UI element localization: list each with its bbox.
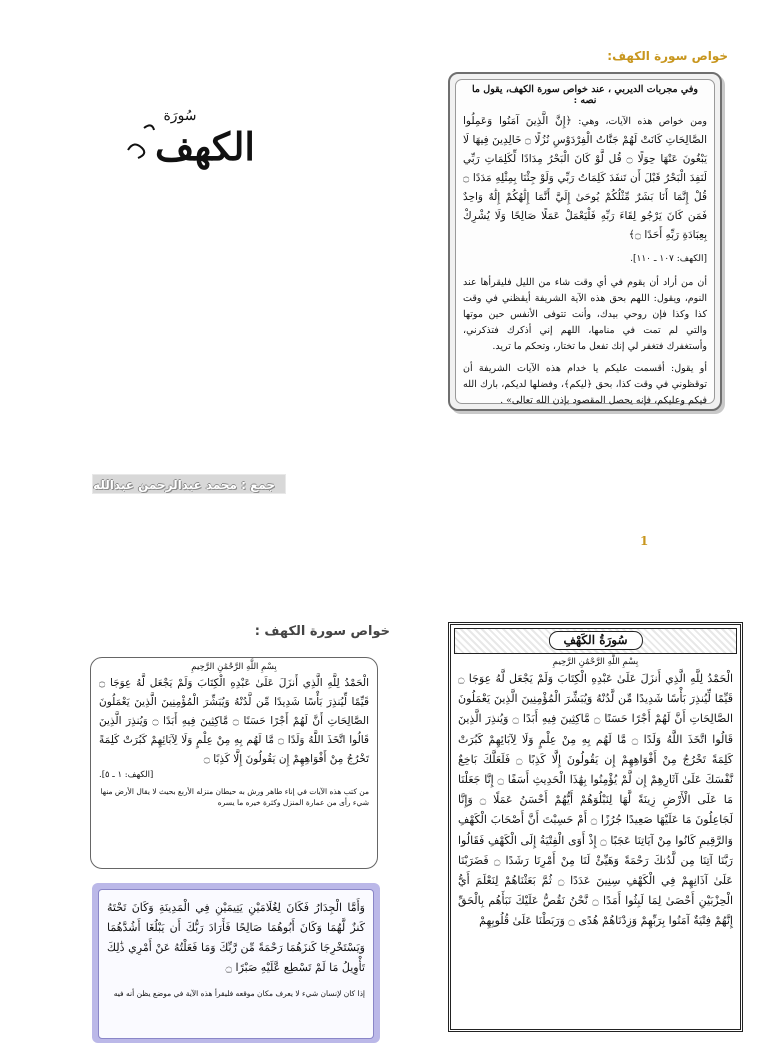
card-paragraph-1: أن من أراد أن يقوم في أي وقت شاء من الليل فليقرأها عند النوم، ويقول: اللهم بحق هذه الآية الشريفة أيقظني في وقت كذا وكذا فإن روحي بيدك، وأنت تتوفى الأنفس حين موتها والتي لم تمت في منامها، اللهم إني أذكرك فتذكرني، وأستغفرك فتغفر لي إنك تفعل ما تختار، وتحكم ما تريد. [463, 277, 707, 352]
mushaf-page [448, 622, 743, 1032]
page-number: 1 [640, 534, 649, 548]
surah-title-calligraphy [110, 98, 280, 178]
verse-card-top [90, 657, 378, 869]
mushaf-text: الْحَمْدُ لِلَّهِ الَّذِي أَنزَلَ عَلَىٰ عَبْدِهِ الْكِتَابَ وَلَمْ يَجْعَل لَّهُ عِوَجَا ۝ قَيِّمًا لِّيُنذِرَ بَأْسًا شَدِيدًا مِّن لَّدُنْهُ وَيُبَشِّرَ الْمُؤْمِنِينَ الَّذِينَ يَعْمَلُونَ الصَّالِحَاتِ أَنَّ لَهُمْ أَجْرًا حَسَنًا ۝ مَّاكِثِينَ فِيهِ أَبَدًا ۝ وَيُنذِرَ الَّذِينَ قَالُوا اتَّخَذَ اللَّهُ وَلَدًا ۝ مَّا لَهُم بِهِ مِنْ عِلْمٍ وَلَا لِآبَائِهِمْ كَبُرَتْ كَلِمَةً تَخْرُجُ مِنْ أَفْوَاهِهِمْ إِن يَقُولُونَ إِلَّا كَذِبًا ۝ فَلَعَلَّكَ بَاخِعٌ نَّفْسَكَ عَلَىٰ آثَارِهِمْ إِن لَّمْ يُؤْمِنُوا بِهَٰذَا الْحَدِيثِ أَسَفًا ۝ إِنَّا جَعَلْنَا مَا عَلَى الْأَرْضِ زِينَةً لَّهَا لِنَبْلُوَهُمْ أَيُّهُمْ أَحْسَنُ عَمَلًا ۝ وَإِنَّا لَجَاعِلُونَ مَا عَلَيْهَا صَعِيدًا جُرُزًا ۝ أَمْ حَسِبْتَ أَنَّ أَصْحَابَ الْكَهْفِ وَالرَّقِيمِ كَانُوا مِنْ آيَاتِنَا عَجَبًا ۝ إِذْ أَوَى الْفِتْيَةُ إِلَى الْكَهْفِ فَقَالُوا رَبَّنَا آتِنَا مِن لَّدُنكَ رَحْمَةً وَهَيِّئْ لَنَا مِنْ أَمْرِنَا رَشَدًا ۝ فَضَرَبْنَا عَلَىٰ آذَانِهِمْ فِي الْكَهْفِ سِنِينَ عَدَدًا ۝ ثُمَّ بَعَثْنَاهُمْ لِنَعْلَمَ أَيُّ الْحِزْبَيْنِ أَحْصَىٰ لِمَا لَبِثُوا أَمَدًا ۝ نَّحْنُ نَقُصُّ عَلَيْكَ نَبَأَهُم بِالْحَقِّ إِنَّهُمْ فِتْيَةٌ آمَنُوا بِرَبِّهِمْ وَزِدْنَاهُمْ هُدًى ۝ وَرَبَطْنَا عَلَىٰ قُلُوبِهِمْ [458, 672, 734, 928]
surah-banner [454, 628, 737, 654]
khawas-card [448, 72, 722, 411]
surah-word-large: الكهف [155, 124, 255, 169]
ornament-flourish [144, 125, 154, 130]
card-verse: ﴿إِنَّ الَّذِينَ آمَنُوا وَعَمِلُوا الصَّالِحَاتِ كَانَتْ لَهُمْ جَنَّاتُ الْفِرْدَوْسِ نُزُلًا ۝ خَالِدِينَ فِيهَا لَا يَبْغُونَ عَنْهَا حِوَلًا ۝ قُل لَّوْ كَانَ الْبَحْرُ مِدَادًا لِّكَلِمَاتِ رَبِّي لَنَفِدَ الْبَحْرُ قَبْلَ أَن تَنفَدَ كَلِمَاتُ رَبِّي وَلَوْ جِئْنَا بِمِثْلِهِ مَدَدًا ۝ قُلْ إِنَّمَا أَنَا بَشَرٌ مِّثْلُكُمْ يُوحَىٰ إِلَيَّ أَنَّمَا إِلَٰهُكُمْ إِلَٰهٌ وَاحِدٌ فَمَن كَانَ يَرْجُو لِقَاءَ رَبِّهِ فَلْيَعْمَلْ عَمَلًا صَالِحًا وَلَا يُشْرِكْ بِعِبَادَةِ رَبِّهِ أَحَدًا ۝﴾ [463, 115, 708, 241]
verse-text: الْحَمْدُ لِلَّهِ الَّذِي أَنزَلَ عَلَىٰ عَبْدِهِ الْكِتَابَ وَلَمْ يَجْعَل لَّهُ عِوَجَا ۝ قَيِّمًا لِّيُنذِرَ بَأْسًا شَدِيدًا مِّن لَّدُنْهُ وَيُبَشِّرَ الْمُؤْمِنِينَ الَّذِينَ يَعْمَلُونَ الصَّالِحَاتِ أَنَّ لَهُمْ أَجْرًا حَسَنًا ۝ مَّاكِثِينَ فِيهِ أَبَدًا ۝ وَيُنذِرَ الَّذِينَ قَالُوا اتَّخَذَ اللَّهُ وَلَدًا ۝ مَّا لَهُم بِهِ مِنْ عِلْمٍ وَلَا لِآبَائِهِمْ كَبُرَتْ كَلِمَةً تَخْرُجُ مِنْ أَفْوَاهِهِمْ إِن يَقُولُونَ إِلَّا كَذِبًا ۝ [99, 677, 370, 765]
verse-ref: [الكهف: ١ ـ ٥]. [99, 770, 154, 780]
page1-header: خواص سورة الكهف: [607, 49, 728, 63]
card-verse-ref: [الكهف: ١٠٧ ـ ١١٠]. [630, 254, 707, 264]
basmala: بِسْمِ اللَّهِ الرَّحْمَٰنِ الرَّحِيمِ [552, 657, 639, 667]
surah-name: سُورَةُ الكَهْفِ [548, 631, 642, 650]
card-heading: وفي مجربات الديربي ، عند خواص سورة الكهف، يقول ما نصه : [472, 84, 698, 106]
verse-text: وَأَمَّا الْجِدَارُ فَكَانَ لِغُلَامَيْنِ يَتِيمَيْنِ فِي الْمَدِينَةِ وَكَانَ تَحْتَهُ كَنزٌ لَّهُمَا وَكَانَ أَبُوهُمَا صَالِحًا فَأَرَادَ رَبُّكَ أَن يَبْلُغَا أَشُدَّهُمَا وَيَسْتَخْرِجَا كَنزَهُمَا رَحْمَةً مِّن رَّبِّكَ وَمَا فَعَلْتُهُ عَنْ أَمْرِي ذَٰلِكَ تَأْوِيلُ مَا لَمْ تَسْطِع عَّلَيْهِ صَبْرًا ۝ [107, 901, 365, 974]
usage-note: من كتب هذه الآيات في إناء طاهر ورش به حيطان منزله الأربع بحيث لا يقال الأرض منها شيء رأى من عمارة المنزل وكثرة خيره ما يسره [100, 787, 369, 807]
page2-header: خواص سورة الكهف : [254, 624, 390, 639]
card-intro: ومن خواص هذه الآيات، وهي: [578, 116, 707, 127]
usage-note: إذا كان لإنسان شيء لا يعرف مكان موقعه فليقرأ هذه الآية في موضع يظن أنه فيه [113, 989, 365, 998]
surah-word-small: سُورَة [163, 108, 197, 124]
verse-card-bottom [98, 889, 374, 1039]
card-paragraph-2: أو يقول: أقسمت عليكم يا خدام هذه الآيات الشريفة أن توقظوني في وقت كذا، بحق ﴿ليكم﴾، وفضلها لديكم، بارك الله فيكم وعليكم، فإنه يحصل المقصود بإذن الله تعالى» . [463, 363, 707, 406]
ornament-flourish [128, 144, 144, 158]
collector-credit: جمع : محمد عبدالرحمن عبدالله [92, 474, 286, 494]
basmala: بِسْمِ اللَّهِ الرَّحْمَٰنِ الرَّحِيمِ [191, 662, 277, 672]
